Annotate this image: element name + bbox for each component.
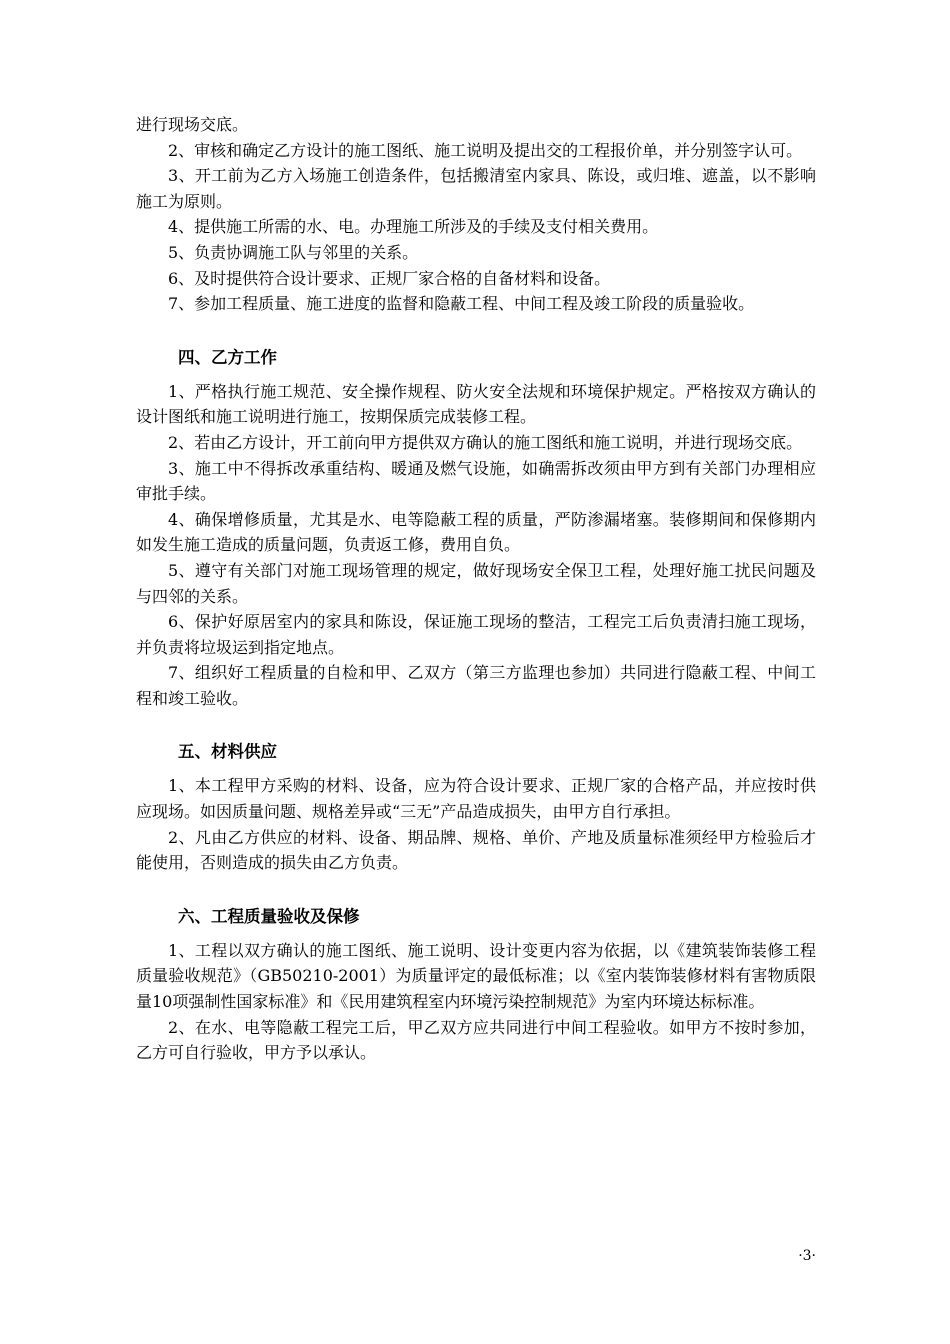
section-heading: 六、工程质量验收及保修 (178, 906, 360, 926)
page-number: ·3· (798, 1248, 816, 1264)
paragraph: 2、在水、电等隐蔽工程完工后，甲乙双方应共同进行中间工程验收。如甲方不按时参加，乙方可自行验收，甲方予以承认。 (136, 1017, 816, 1063)
paragraph: 7、组织好工程质量的自检和甲、乙双方（第三方监理也参加）共同进行隐蔽工程、中间工程和竣工验收。 (136, 663, 816, 708)
section-heading: 四、乙方工作 (178, 347, 277, 367)
paragraph: 6、保护好原居室内的家具和陈设，保证施工现场的整洁，工程完工后负责清扫施工现场，并负责将垃圾运到指定地点。 (136, 612, 816, 657)
paragraph: 6、及时提供符合设计要求、正规厂家合格的自备材料和设备。 (168, 268, 611, 288)
paragraph: 2、审核和确定乙方设计的施工图纸、施工说明及提出交的工程报价单，并分别签字认可。 (168, 140, 803, 160)
section-heading: 五、材料供应 (178, 742, 277, 762)
paragraph: 3、施工中不得拆改承重结构、暖通及燃气设施，如确需拆改须由甲方到有关部门办理相应审批手续。 (136, 458, 816, 504)
paragraph: 2、若由乙方设计，开工前向甲方提供双方确认的施工图纸和施工说明，并进行现场交底。 (168, 432, 803, 452)
paragraph: 7、参加工程质量、施工进度的监督和隐蔽工程、中间工程及竣工阶段的质量验收。 (168, 294, 755, 314)
paragraph: 3、开工前为乙方入场施工创造条件，包括搬清室内家具、陈设，或归堆、遮盖，以不影响施工为原则。 (136, 166, 816, 211)
paragraph: 进行现场交底。 (136, 115, 249, 134)
paragraph: 1、严格执行施工规范、安全操作规程、防火安全法规和环境保护规定。严格按双方确认的设计图纸和施工说明进行施工，按期保质完成装修工程。 (136, 381, 816, 427)
document-page (136, 112, 816, 1066)
paragraph: 5、负责协调施工队与邻里的关系。 (168, 242, 419, 262)
paragraph: 1、本工程甲方采购的材料、设备，应为符合设计要求、正规厂家的合格产品，并应按时供应现场。如因质量问题、规格差异或“三无”产品造成损失，由甲方自行承担。 (136, 776, 816, 822)
paragraph: 4、提供施工所需的水、电。办理施工所涉及的手续及支付相关费用。 (168, 217, 659, 237)
paragraph: 5、遵守有关部门对施工现场管理的规定，做好现场安全保卫工程，处理好施工扰民问题及与四邻的关系。 (136, 560, 816, 606)
paragraph: 4、确保增修质量，尤其是水、电等隐蔽工程的质量，严防渗漏堵塞。装修期间和保修期内如发生施工造成的质量问题，负责返工修，费用自负。 (136, 509, 816, 555)
paragraph: 2、凡由乙方供应的材料、设备、期品牌、规格、单价、产地及质量标准须经甲方检验后才能使用，否则造成的损失由乙方负责。 (136, 827, 816, 873)
paragraph: 1、工程以双方确认的施工图纸、施工说明、设计变更内容为依据，以《建筑装饰装修工程质量验收规范》（GB50210-2001）为质量评定的最低标准；以《室内装饰装修材料有害物质限量10项强制性国家标准》和《民用建筑程室内环境污染控制规范》为室内环境达标标准。 (136, 940, 816, 1012)
